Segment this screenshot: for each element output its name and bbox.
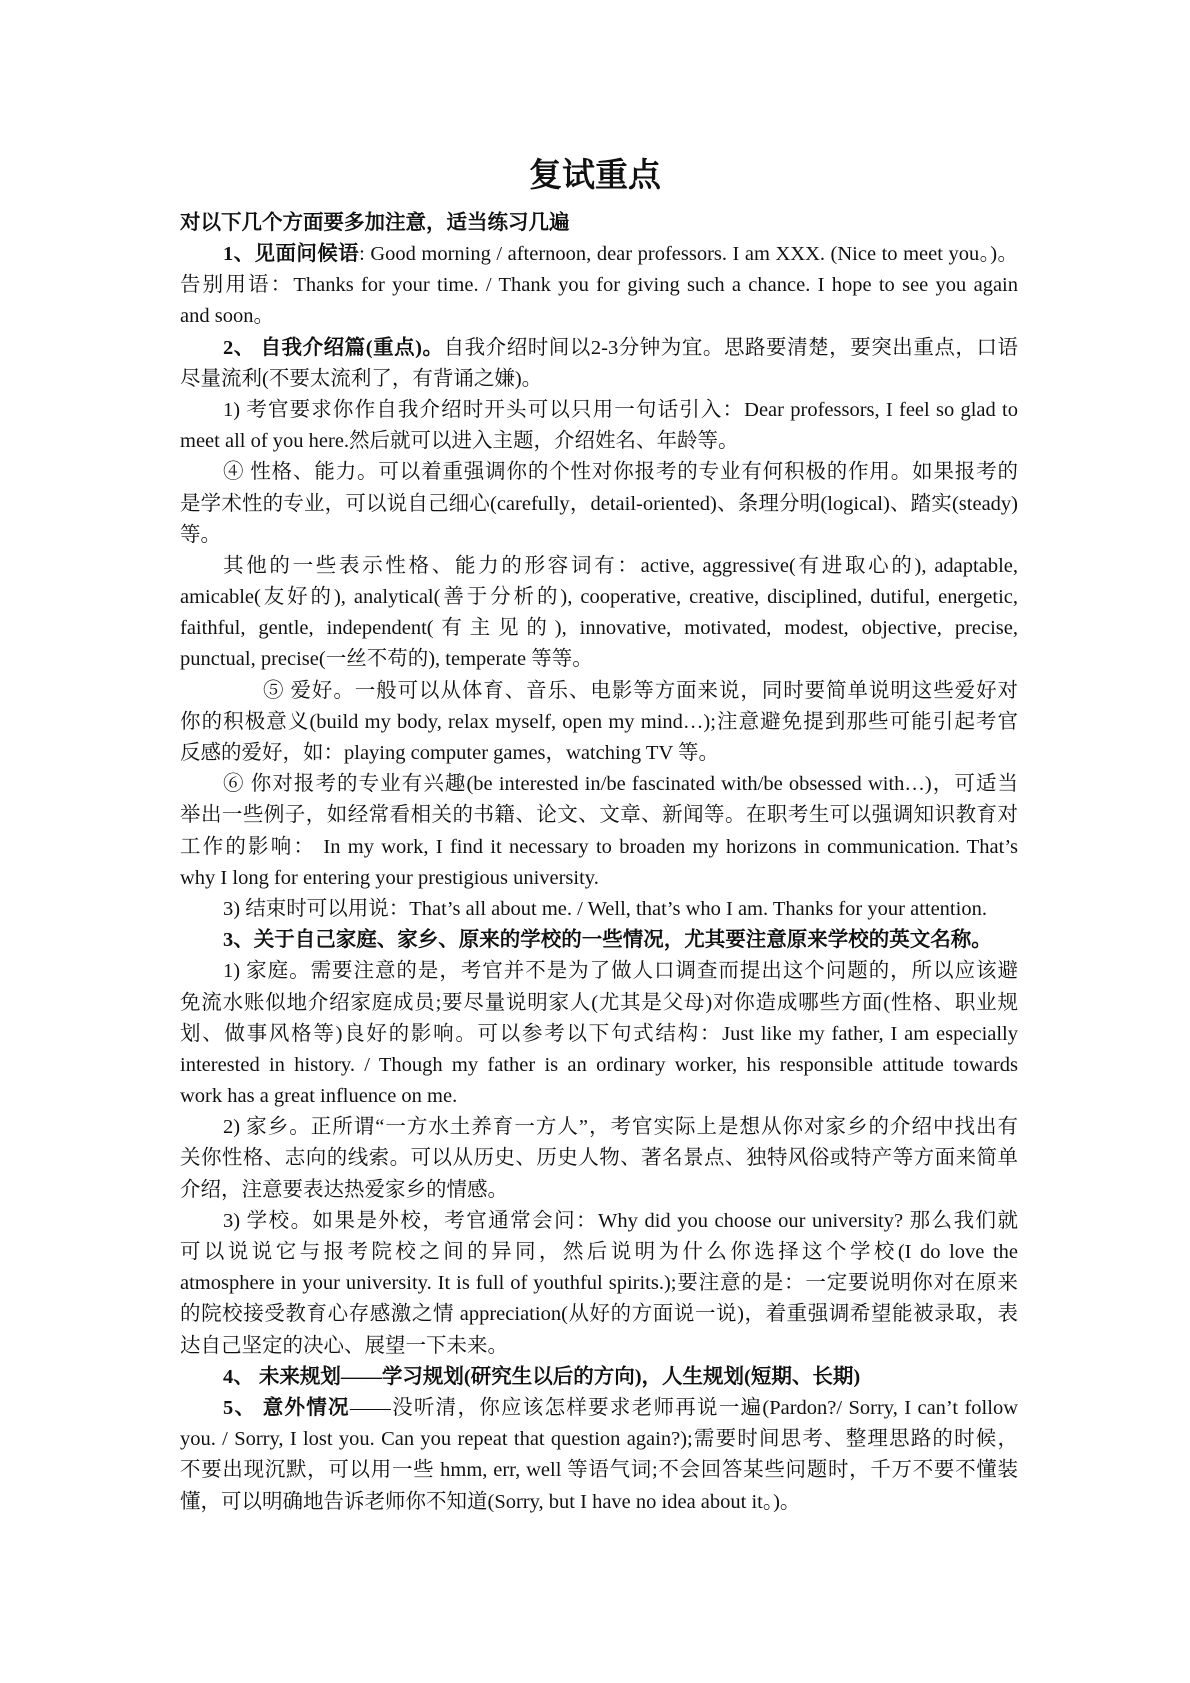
body-text: amicable(友好的), analytical(善于分析的), cooperative, creative, disciplined, dutiful, energetic,: [180, 586, 1018, 609]
body-text: 是学术性的专业，可以说自己细心(carefully，detail-oriented)、条理分明(logical)、踏实(steady): [180, 492, 1018, 515]
text-line: [180, 364, 1018, 395]
text-line: [180, 707, 1018, 738]
text-line: [180, 832, 1018, 863]
text-line: [180, 800, 1018, 831]
body-text: interested in history. / Though my father is an ordinary worker, his responsible attitude towards: [180, 1053, 1018, 1076]
body-text: faithful, gentle, independent(有主见的), innovative, motivated, modest, objective, precise,: [180, 617, 1018, 640]
text-line: [180, 1112, 1018, 1143]
text-line: [180, 644, 1018, 675]
text-line: [180, 1175, 1018, 1206]
text-line: [180, 1393, 1018, 1424]
document-body: [180, 239, 1018, 1518]
document-subheading: 对以下几个方面要多加注意，适当练习几遍: [180, 212, 570, 234]
text-line: [180, 1487, 1018, 1518]
text-line: [180, 863, 1018, 894]
body-text: 工作的影响： In my work, I find it necessary to broaden my horizons in communication. That’s: [180, 835, 1018, 858]
text-line: [180, 769, 1018, 800]
body-text: 划、做事风格等)良好的影响。可以参考以下句式结构：Just like my father, I am especially: [180, 1022, 1018, 1045]
text-line: [180, 239, 1018, 270]
body-text: punctual, precise(一丝不苟的), temperate 等等。: [180, 648, 593, 671]
body-text: 介绍，注意要表达热爱家乡的情感。: [180, 1178, 508, 1201]
text-line: [180, 1424, 1018, 1455]
bold-heading-text: 2、 自我介绍篇(重点)。: [223, 336, 444, 359]
text-line: [180, 1362, 1018, 1393]
document-title: 复试重点: [529, 158, 661, 194]
body-text: 可以说说它与报考院校之间的异同，然后说明为什么你选择这个学校(I do love the: [180, 1241, 1018, 1263]
bold-heading-text: 1、见面问候语: [223, 243, 360, 265]
body-text: you. / Sorry, I lost you. Can you repeat that question again?);需要时间思考、整理思路的时候，: [180, 1428, 1018, 1451]
body-text: 尽量流利(不要太流利了，有背诵之嫌)。: [180, 367, 543, 390]
body-text: atmosphere in your university. It is full of youthful spirits.);要注意的是：一定要说明你对在原来: [180, 1272, 1018, 1295]
body-text: 1) 考官要求你作自我介绍时开头可以只用一句话引入：Dear professors, I feel so glad to: [223, 398, 1018, 421]
bold-heading-text: 5、 意外情况: [223, 1396, 350, 1419]
body-text: 反感的爱好，如：playing computer games，watching TV 等。: [180, 742, 720, 764]
text-line: [180, 582, 1018, 613]
body-text: why I long for entering your prestigious university.: [180, 866, 599, 889]
body-text: ⑤ 爱好。一般可以从体育、音乐、电影等方面来说，同时要简单说明这些爱好对: [263, 679, 1018, 702]
text-line: [180, 988, 1018, 1019]
body-text: work has a great influence on me.: [180, 1085, 458, 1108]
text-line: [180, 395, 1018, 426]
body-text: ——没听清，你应该怎样要求老师再说一遍(Pardon?/ Sorry, I can’t follow: [349, 1396, 1018, 1419]
body-text: 你的积极意义(build my body, relax myself, open my mind…);注意避免提到那些可能引起考官: [180, 710, 1018, 733]
text-line: [180, 676, 1018, 707]
text-line: [180, 1331, 1018, 1362]
body-text: 1) 家庭。需要注意的是，考官并不是为了做人口调查而提出这个问题的，所以应该避: [223, 960, 1018, 983]
body-text: 2) 家乡。正所谓“一方水土养育一方人”，考官实际上是想从你对家乡的介绍中找出有: [223, 1116, 1018, 1139]
bold-heading-text: 4、 未来规划——学习规划(研究生以后的方向)，人生规划(短期、长期): [223, 1365, 861, 1388]
text-line: [180, 925, 1018, 956]
body-text: 等。: [180, 523, 221, 546]
body-text: ⑥ 你对报考的专业有兴趣(be interested in/be fascinated with/be obsessed with…)，可适当: [223, 773, 1018, 796]
text-line: [180, 520, 1018, 551]
body-text: meet all of you here.然后就可以进入主题，介绍姓名、年龄等。: [180, 430, 739, 453]
text-line: [180, 489, 1018, 520]
text-line: [180, 894, 1018, 925]
body-text: ④ 性格、能力。可以着重强调你的个性对你报考的专业有何积极的作用。如果报考的: [223, 461, 1018, 484]
bold-heading-text: 3、关于自己家庭、家乡、原来的学校的一些情况，尤其要注意原来学校的英文名称。: [223, 929, 992, 952]
body-text: 的院校接受教育心存感激之情 appreciation(从好的方面说一说)，着重强调希望能被录取，表: [180, 1303, 1018, 1326]
body-text: 3) 结束时可以用说：That’s all about me. / Well, that’s who I am. Thanks for your attention.: [223, 897, 987, 920]
text-line: [180, 457, 1018, 488]
text-line: [180, 1455, 1018, 1486]
text-line: [180, 333, 1018, 364]
body-text: 关你性格、志向的线索。可以从历史、历史人物、著名景点、独特风俗或特产等方面来简单: [180, 1147, 1018, 1170]
body-text: 告别用语：Thanks for your time. / Thank you for giving such a chance. I hope to see you again: [180, 274, 1018, 297]
text-line: [180, 1143, 1018, 1174]
body-text: 3) 学校。如果是外校，考官通常会问：Why did you choose our university? 那么我们就: [223, 1209, 1018, 1232]
body-text: and soon。: [180, 305, 274, 328]
text-line: [180, 1019, 1018, 1050]
body-text: 自我介绍时间以2-3分钟为宜。思路要清楚，要突出重点，口语: [443, 336, 1018, 359]
text-line: [180, 1268, 1018, 1299]
text-line: [180, 1299, 1018, 1330]
text-line: [180, 613, 1018, 644]
text-line: [180, 551, 1018, 582]
text-line: [180, 956, 1018, 987]
text-line: [180, 1081, 1018, 1112]
text-line: [180, 426, 1018, 457]
body-text: 不要出现沉默，可以用一些 hmm, err, well 等语气词;不会回答某些问题时，千万不要不懂装: [180, 1459, 1018, 1482]
body-text: 其他的一些表示性格、能力的形容词有：active, aggressive(有进取心的), adaptable,: [223, 554, 1018, 577]
text-line: [180, 1206, 1018, 1237]
body-text: 达自己坚定的决心、展望一下未来。: [180, 1334, 508, 1357]
text-line: [180, 270, 1018, 301]
text-line: [180, 738, 1018, 769]
body-text: : Good morning / afternoon, dear professors. I am XXX. (Nice to meet you。)。: [359, 243, 1018, 265]
text-line: [180, 1237, 1018, 1268]
body-text: 举出一些例子，如经常看相关的书籍、论文、文章、新闻等。在职考生可以强调知识教育对: [180, 804, 1018, 827]
text-line: [180, 301, 1018, 332]
text-line: [180, 1050, 1018, 1081]
body-text: 懂，可以明确地告诉老师你不知道(Sorry, but I have no idea about it。)。: [180, 1490, 801, 1513]
body-text: 免流水账似地介绍家庭成员;要尽量说明家人(尤其是父母)对你造成哪些方面(性格、职业规: [180, 991, 1018, 1014]
